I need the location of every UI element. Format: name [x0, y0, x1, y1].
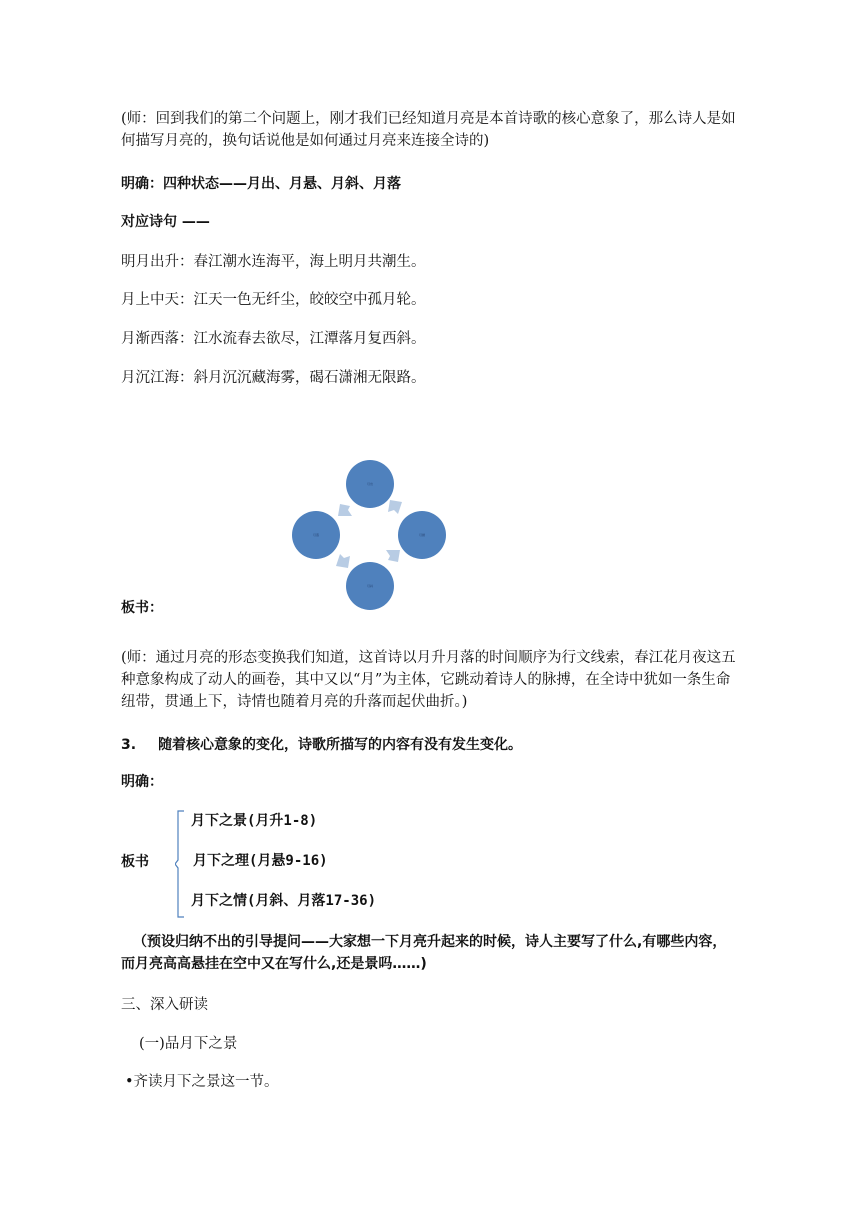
- teacher-note-line-3: 纽带，贯通上下，诗情也随着月亮的升落而起伏曲折。): [121, 694, 468, 710]
- question-3: [121, 734, 522, 756]
- arrow-bottom-left: [336, 554, 350, 568]
- node-top: [346, 460, 394, 508]
- board-item: 月下之理(月悬9-16): [193, 853, 328, 869]
- node-label: 月落: [312, 533, 319, 537]
- poem-heading: 对应诗句 ——: [121, 214, 210, 230]
- board-2-label: 板书: [121, 854, 149, 870]
- subsection-1-heading: (一)品月下之景: [139, 1036, 238, 1052]
- brace-bracket: [175, 810, 185, 918]
- node-label: 月斜: [366, 584, 373, 588]
- node-left: [292, 511, 340, 559]
- teacher-note-line-2: 种意象构成了动人的画卷，其中又以“月”为主体，它跳动着诗人的脉搏，在全诗中犹如一条生命: [121, 672, 731, 688]
- intro-line-2: 何描写月亮的，换句话说他是如何通过月亮来连接全诗的): [121, 133, 490, 149]
- clarify-content: 明确：: [121, 774, 163, 790]
- intro-line-1: (师：回到我们的第二个问题上，刚才我们已经知道月亮是本首诗歌的核心意象了，那么诗人是如: [121, 111, 736, 127]
- board-item: 月下之景(月升1-8): [191, 813, 318, 829]
- question-text: 随着核心意象的变化，诗歌所描写的内容有没有发生变化。: [158, 737, 523, 753]
- node-label: 月出: [366, 482, 373, 486]
- question-number: 3.: [121, 737, 137, 753]
- arrow-top-right: [388, 500, 402, 514]
- board-item: 月下之情(月斜、月落17-36): [191, 893, 377, 909]
- arrow-bottom-right: [386, 550, 400, 562]
- bullet-item: •齐读月下之景这一节。: [125, 1074, 279, 1090]
- teacher-note-line-1: (师：通过月亮的形态变换我们知道，这首诗以月升月落的时间顺序为行文线索，春江花月夜这五: [121, 650, 736, 666]
- section-3-heading: 三、深入研读: [121, 997, 208, 1013]
- clarify-four-states: 明确：四种状态——月出、月悬、月斜、月落: [121, 176, 401, 192]
- arrow-top-left: [338, 504, 352, 516]
- board-label: 板书：: [121, 600, 163, 616]
- preset-line-2: 而月亮高高悬挂在空中又在写什么,还是景吗……): [121, 956, 427, 972]
- poem-line: 明月出升：春江潮水连海平，海上明月共潮生。: [121, 254, 426, 270]
- poem-line: 月沉江海：斜月沉沉藏海雾，碣石潇湘无限路。: [121, 370, 426, 386]
- node-right: [398, 511, 446, 559]
- moon-cycle-diagram: [290, 458, 450, 610]
- node-label: 月悬: [418, 533, 425, 537]
- preset-line-1: （预设归纳不出的引导提问——大家想一下月亮升起来的时候，诗人主要写了什么,有哪些内容，: [133, 934, 727, 950]
- node-bottom: [346, 562, 394, 610]
- poem-line: 月渐西落：江水流春去欲尽，江潭落月复西斜。: [121, 331, 426, 347]
- poem-line: 月上中天：江天一色无纤尘，皎皎空中孤月轮。: [121, 292, 426, 308]
